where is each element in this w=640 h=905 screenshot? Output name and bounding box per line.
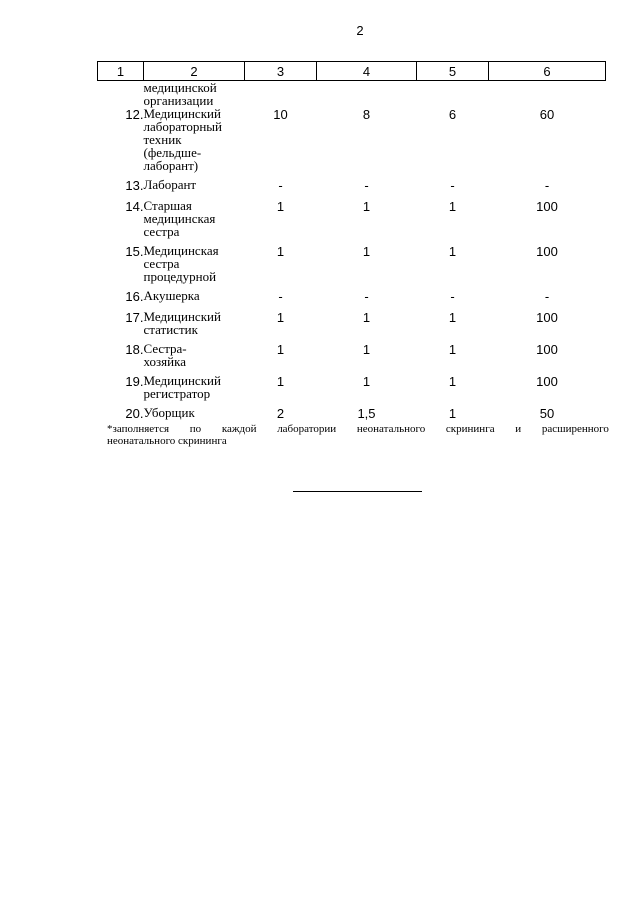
- table-row: [98, 289, 606, 310]
- footnote-word: лаборатории: [277, 423, 337, 435]
- continuation-num-cell: [98, 81, 144, 108]
- value-col-6: 60: [539, 107, 555, 122]
- position-name: Старшая медицинская сестра: [143, 198, 216, 239]
- position-name: Медицинский лабораторный техник (фельдше- лаборант): [143, 106, 222, 173]
- value-col-6: -: [544, 289, 550, 304]
- table-row: [98, 374, 606, 406]
- footnote-word: скрининга: [445, 423, 495, 435]
- row-number: 20.: [125, 406, 144, 421]
- value-col-3: 1: [276, 310, 285, 325]
- header-cell: 4: [317, 62, 417, 81]
- table-row: [98, 199, 606, 244]
- row-number: 13.: [125, 178, 144, 193]
- table-row: [98, 342, 606, 374]
- page-number: 2: [356, 23, 364, 38]
- value-col-4: 1: [362, 199, 371, 214]
- value-col-5: 1: [448, 244, 457, 259]
- staff-table: [97, 61, 606, 427]
- row-number: 18.: [125, 342, 144, 357]
- value-col-4: 8: [362, 107, 371, 122]
- row-number: 12.: [125, 107, 144, 122]
- position-name: Медицинский статистик: [143, 309, 221, 337]
- value-col-5: 1: [448, 310, 457, 325]
- value-col-3: 2: [276, 406, 285, 421]
- value-col-5: 1: [448, 374, 457, 389]
- value-col-3: 1: [276, 199, 285, 214]
- position-name: Медицинская сестра процедурной: [143, 243, 219, 284]
- row-number: 19.: [125, 374, 144, 389]
- value-col-5: -: [450, 178, 455, 193]
- position-name: Уборщик: [143, 405, 195, 420]
- value-col-4: 1: [362, 374, 371, 389]
- value-col-6: -: [544, 178, 550, 193]
- value-col-5: 1: [448, 406, 457, 421]
- value-col-3: 1: [276, 342, 285, 357]
- value-col-5: 1: [448, 199, 457, 214]
- value-col-4: 1: [362, 244, 371, 259]
- row-number: 15.: [125, 244, 144, 259]
- footnote-word: неонатального: [356, 423, 426, 435]
- value-col-6: 100: [536, 342, 558, 357]
- value-col-6: 50: [539, 406, 555, 421]
- footnote-word: по: [189, 423, 202, 435]
- footnote-line-1: [107, 423, 609, 435]
- value-col-6: 100: [536, 244, 558, 259]
- value-col-4: -: [364, 289, 369, 304]
- value-col-3: -: [278, 178, 283, 193]
- value-col-3: 1: [276, 244, 285, 259]
- header-cell: 1: [98, 62, 144, 81]
- footnote-word: расширенного: [541, 423, 609, 435]
- row-number: 14.: [125, 199, 144, 214]
- value-col-4: -: [364, 178, 369, 193]
- table-row: [98, 244, 606, 289]
- table-header: [98, 62, 606, 81]
- table-row: [98, 107, 606, 178]
- value-col-6: 100: [536, 199, 558, 214]
- header-cell: 2: [144, 62, 245, 81]
- row-number: 16.: [125, 289, 144, 304]
- continuation-row: [98, 81, 606, 108]
- table-row: [98, 178, 606, 199]
- row-number: 17.: [125, 310, 144, 325]
- value-col-6: 100: [536, 310, 558, 325]
- continuation-text: медицинской организации: [143, 80, 217, 108]
- header-cell: 3: [245, 62, 317, 81]
- value-col-4: 1: [362, 342, 371, 357]
- header-row: [98, 62, 606, 81]
- footnote-line-2: неонатального скрининга: [107, 435, 227, 447]
- value-col-5: 1: [448, 342, 457, 357]
- table-body: [98, 81, 606, 428]
- header-cell: 6: [489, 62, 606, 81]
- position-name: Медицинский регистратор: [143, 373, 221, 401]
- value-col-4: 1: [362, 310, 371, 325]
- footnote-word: и: [515, 423, 522, 435]
- header-cell: 5: [417, 62, 489, 81]
- value-col-3: 1: [276, 374, 285, 389]
- position-name: Сестра- хозяйка: [143, 341, 187, 369]
- position-name: Акушерка: [143, 288, 200, 303]
- table-row: [98, 310, 606, 342]
- value-col-4: 1,5: [357, 406, 376, 421]
- value-col-5: -: [450, 289, 455, 304]
- value-col-3: 10: [273, 107, 288, 122]
- closing-rule: [293, 491, 422, 492]
- footnote-word: каждой: [221, 423, 257, 435]
- footnote: [107, 423, 609, 447]
- value-col-6: 100: [536, 374, 558, 389]
- footnote-word: *заполняется: [107, 423, 170, 435]
- value-col-3: -: [278, 289, 283, 304]
- value-col-5: 6: [448, 107, 457, 122]
- position-name: Лаборант: [143, 177, 197, 192]
